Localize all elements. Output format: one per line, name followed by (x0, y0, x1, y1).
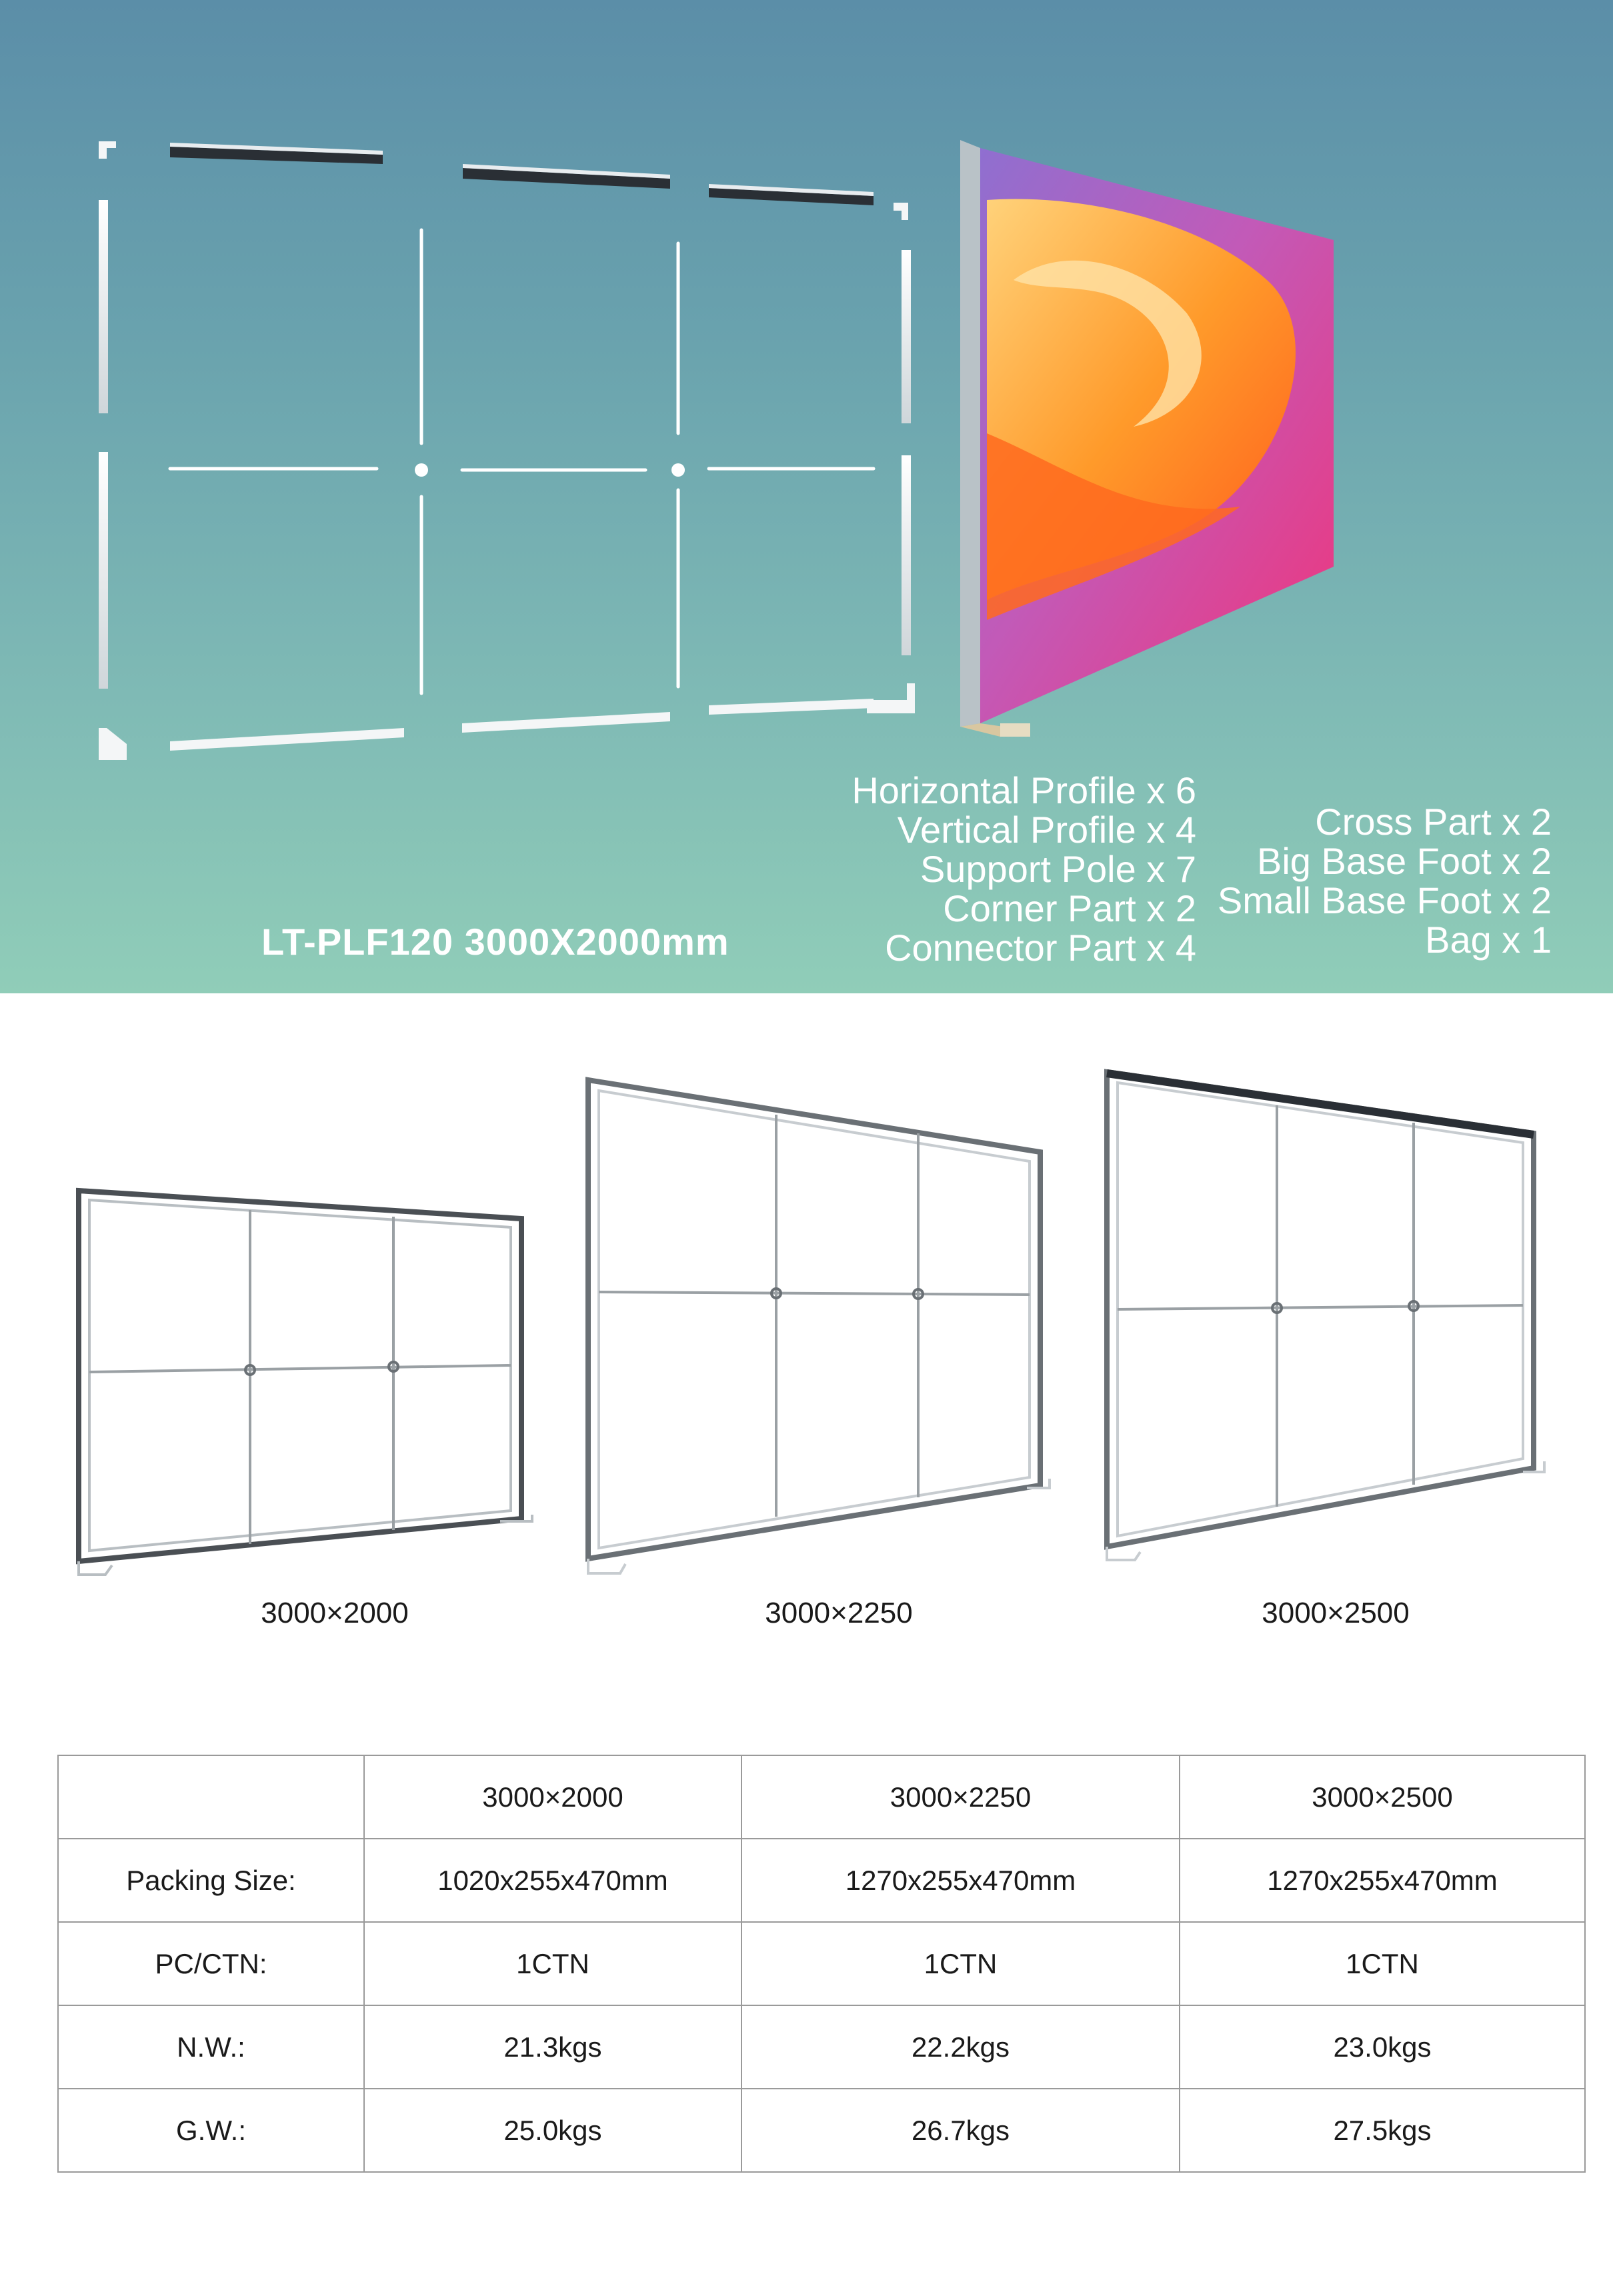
frame-size-label-1: 3000×2000 (261, 1597, 409, 1629)
table-cell: 25.0kgs (364, 2089, 741, 2172)
part-small-base-foot: Small Base Foot x 2 (1217, 879, 1552, 921)
horizontal-profiles-top (170, 143, 874, 205)
row-label: PC/CTN: (58, 1922, 364, 2005)
frame-3000x2000 (79, 1191, 532, 1575)
frame-size-label-3: 3000×2500 (1262, 1597, 1410, 1629)
table-cell: 22.2kgs (741, 2005, 1180, 2089)
table-header-cell: 3000×2500 (1180, 1755, 1585, 1839)
frame-3000x2500 (1107, 1072, 1544, 1560)
specification-table (57, 1755, 1586, 2173)
part-bag: Bag x 1 (1425, 919, 1552, 961)
table-cell: 1270x255x470mm (1180, 1839, 1585, 1922)
horizontal-profiles-bottom (170, 699, 874, 751)
table-cell: 21.3kgs (364, 2005, 741, 2089)
frame-3000x2250 (588, 1080, 1050, 1573)
part-big-base-foot: Big Base Foot x 2 (1256, 840, 1552, 882)
parts-list-right (1218, 802, 1552, 959)
table-cell: 1020x255x470mm (364, 1839, 741, 1922)
support-poles (170, 230, 874, 693)
product-code-title: LT-PLF120 3000X2000mm (261, 921, 729, 963)
table-cell: 1CTN (1180, 1922, 1585, 2005)
part-horizontal-profile: Horizontal Profile x 6 (852, 769, 1196, 811)
table-header-cell: 3000×2000 (364, 1755, 741, 1839)
row-label: G.W.: (58, 2089, 364, 2172)
table-cell: 1CTN (364, 1922, 741, 2005)
table-header-row (58, 1755, 1585, 1839)
part-cross-part: Cross Part x 2 (1315, 801, 1552, 843)
table-row (58, 2089, 1585, 2172)
frame-size-illustrations (0, 1040, 1613, 1600)
row-label: N.W.: (58, 2005, 364, 2089)
part-support-pole: Support Pole x 7 (920, 848, 1196, 890)
assembled-lightbox (960, 140, 1334, 737)
parts-list-left (852, 771, 1196, 967)
table-header-cell (58, 1755, 364, 1839)
hero-banner (0, 0, 1613, 993)
table-header-cell: 3000×2250 (741, 1755, 1180, 1839)
table-row (58, 2005, 1585, 2089)
part-vertical-profile: Vertical Profile x 4 (897, 809, 1196, 851)
part-corner-part: Corner Part x 2 (943, 887, 1196, 929)
table-cell: 27.5kgs (1180, 2089, 1585, 2172)
table-cell: 1CTN (741, 1922, 1180, 2005)
row-label: Packing Size: (58, 1839, 364, 1922)
table-row (58, 1922, 1585, 2005)
vertical-profiles (99, 200, 911, 689)
part-connector-part: Connector Part x 4 (885, 927, 1196, 969)
table-cell: 26.7kgs (741, 2089, 1180, 2172)
table-cell: 23.0kgs (1180, 2005, 1585, 2089)
table-cell: 1270x255x470mm (741, 1839, 1180, 1922)
frame-size-label-2: 3000×2250 (765, 1597, 913, 1629)
table-row (58, 1839, 1585, 1922)
